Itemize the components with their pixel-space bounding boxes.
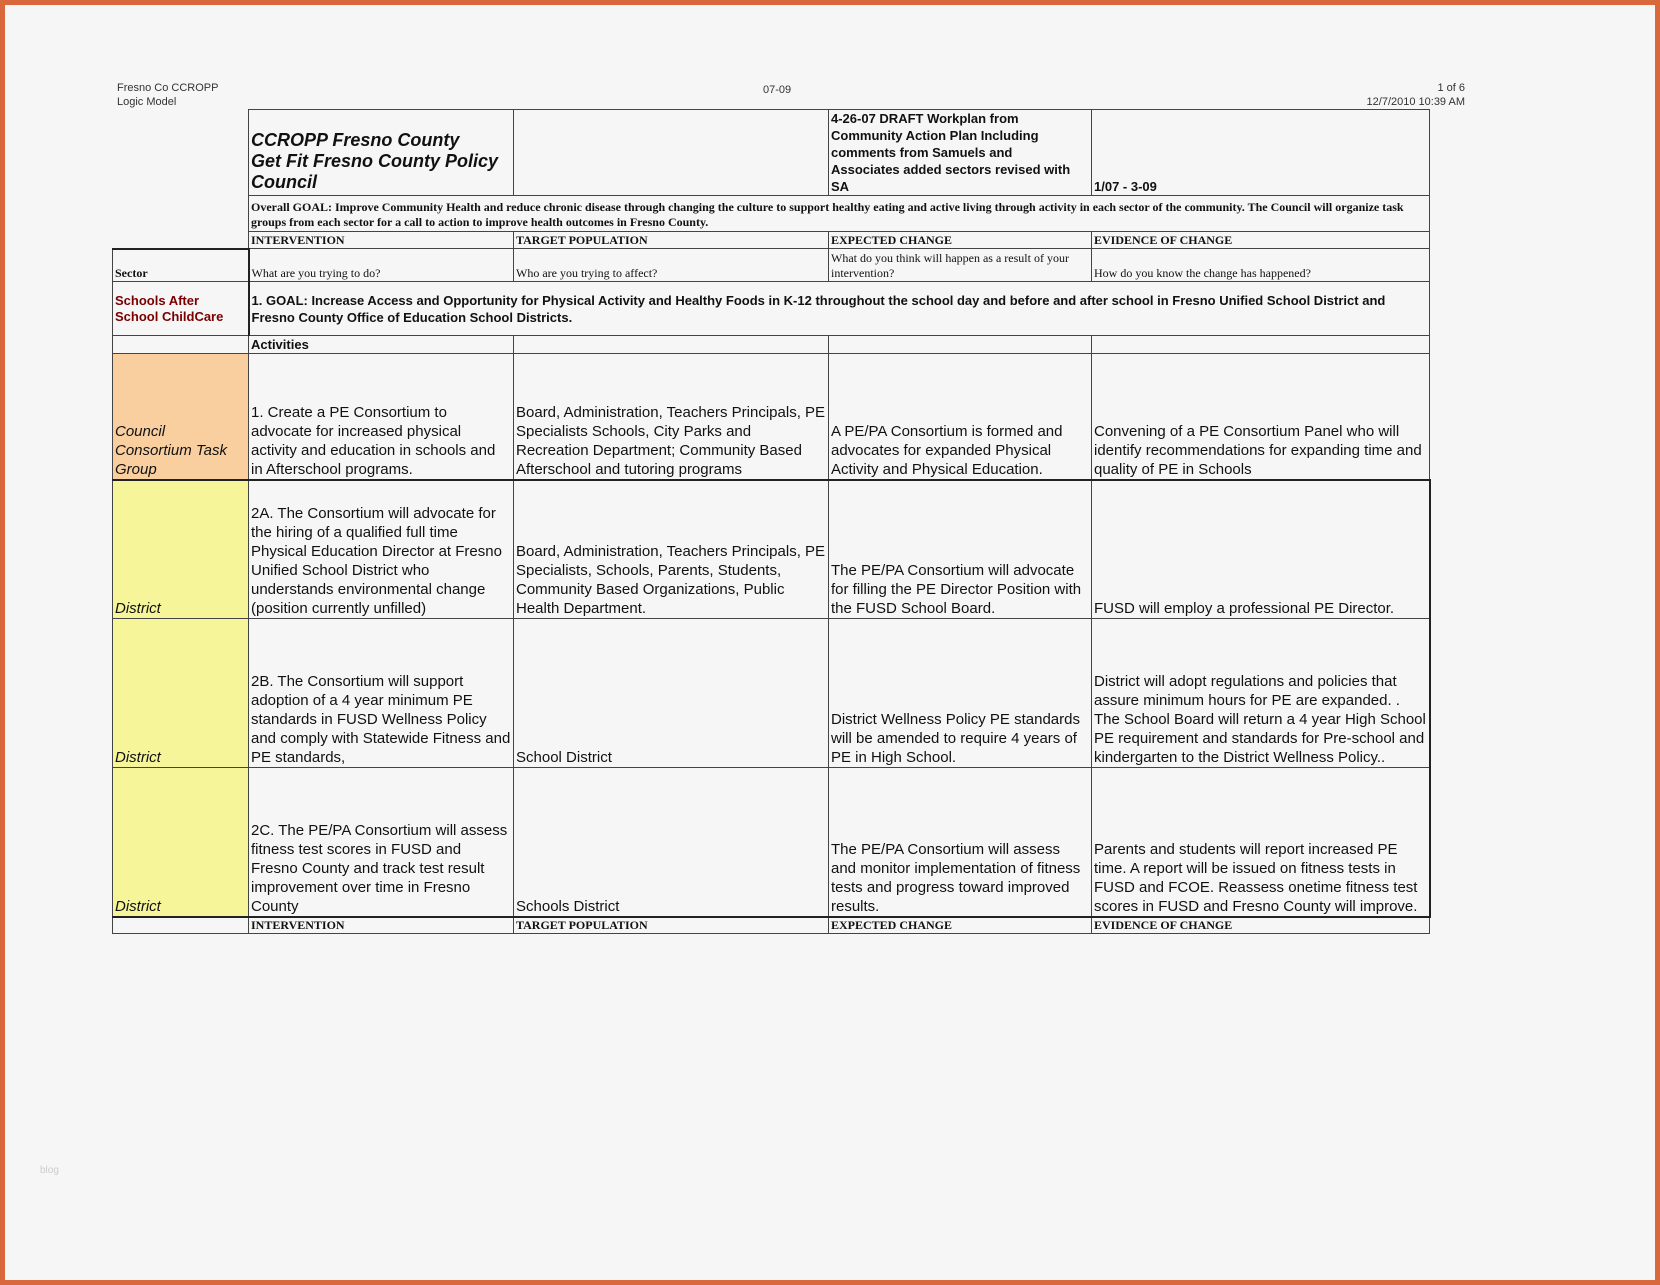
question-evidence: How do you know the change has happened? bbox=[1092, 249, 1430, 282]
title-empty-cell bbox=[514, 110, 829, 196]
header-center: 07-09 bbox=[763, 84, 792, 96]
title-row bbox=[113, 110, 1430, 196]
column-header-target: TARGET POPULATION bbox=[514, 232, 829, 249]
activity-intervention: 2B. The Consortium will support adoption of a 4 year minimum PE standards in FUSD Wellness Policy and comply with Statewide Fitness and PE standards, bbox=[249, 619, 514, 768]
activity-row bbox=[113, 768, 1430, 917]
goal-text-cell bbox=[249, 282, 1430, 336]
overall-goal-row bbox=[113, 196, 1430, 232]
activities-label: Activities bbox=[249, 336, 514, 354]
question-target: Who are you trying to affect? bbox=[514, 249, 829, 282]
activity-sector: Council Consortium Task Group bbox=[115, 422, 227, 478]
activity-sector-cell bbox=[113, 619, 249, 768]
draft-note: 4-26-07 DRAFT Workplan from Community Action Plan Including comments from Samuels and Associates added sectors revised with SA bbox=[831, 111, 1071, 194]
activity-sector-cell bbox=[113, 354, 249, 480]
activity-expected: District Wellness Policy PE standards will be amended to require 4 years of PE in High School. bbox=[829, 619, 1092, 768]
page-title: CCROPP Fresno County Get Fit Fresno County Policy Council bbox=[251, 130, 499, 192]
column-header-expected: EXPECTED CHANGE bbox=[829, 232, 1092, 249]
column-header-intervention: INTERVENTION bbox=[249, 232, 514, 249]
print-timestamp: 12/7/2010 10:39 AM bbox=[1366, 96, 1465, 108]
activity-row bbox=[113, 354, 1430, 480]
question-expected: What do you think will happen as a result of your intervention? bbox=[829, 249, 1092, 282]
activity-intervention: 2C. The PE/PA Consortium will assess fitness test scores in FUSD and Fresno County and track test result improvement over time in Fresno County bbox=[249, 768, 514, 917]
activity-intervention: 2A. The Consortium will advocate for the hiring of a qualified full time Physical Education Director at Fresno Unified School District who understands environmental change (position currently unfilled) bbox=[249, 480, 514, 619]
footer-header-evidence: EVIDENCE OF CHANGE bbox=[1092, 917, 1430, 934]
goal-row bbox=[113, 282, 1430, 336]
activity-sector-cell bbox=[113, 768, 249, 917]
question-intervention: What are you trying to do? bbox=[249, 249, 514, 282]
title-cell bbox=[249, 110, 514, 196]
watermark: blog bbox=[40, 1165, 59, 1176]
activity-sector: District bbox=[115, 749, 161, 766]
activity-target: Schools District bbox=[514, 768, 829, 917]
footer-header-intervention: INTERVENTION bbox=[249, 917, 514, 934]
activity-sector: District bbox=[115, 897, 161, 915]
question-row bbox=[113, 249, 1430, 282]
date-range: 1/07 - 3-09 bbox=[1094, 179, 1157, 194]
goal-sector-cell bbox=[113, 282, 249, 336]
activity-sector: District bbox=[115, 600, 161, 617]
activity-expected: The PE/PA Consortium will advocate for filling the PE Director Position with the FUSD School Board. bbox=[829, 480, 1092, 619]
activity-target: School District bbox=[514, 619, 829, 768]
column-header-evidence: EVIDENCE OF CHANGE bbox=[1092, 232, 1430, 249]
goal-sector: Schools After School ChildCare bbox=[115, 292, 224, 324]
overall-goal-cell bbox=[249, 196, 1430, 232]
activity-evidence: FUSD will employ a professional PE Director. bbox=[1092, 480, 1430, 619]
overall-goal: Overall GOAL: Improve Community Health and reduce chronic disease through changing the culture to support healthy eating and active living through activity in each sector of the community. The Council will organize task groups from each sector for a call to action to improve health outcomes in Fresno County. bbox=[251, 200, 1404, 229]
activity-evidence: Convening of a PE Consortium Panel who will identify recommendations for expanding time and quality of PE in Schools bbox=[1092, 354, 1430, 480]
goal-text: 1. GOAL: Increase Access and Opportunity for Physical Activity and Healthy Foods in K-12 throughout the school day and before and after school in Fresno Unified School District and Fresno County Office of Education School Districts. bbox=[251, 292, 1386, 325]
activity-row bbox=[113, 619, 1430, 768]
activity-intervention: 1. Create a PE Consortium to advocate for increased physical activity and education in schools and in Afterschool programs. bbox=[249, 354, 514, 480]
date-range-cell bbox=[1092, 110, 1430, 196]
activity-sector-cell bbox=[113, 480, 249, 619]
activity-row bbox=[113, 480, 1430, 619]
page-number: 1 of 6 bbox=[1437, 82, 1465, 94]
activity-target: Board, Administration, Teachers Principals, PE Specialists Schools, City Parks and Recreation Department; Community Based Afterschool and tutoring programs bbox=[514, 354, 829, 480]
footer-header-target: TARGET POPULATION bbox=[514, 917, 829, 934]
sector-label: Sector bbox=[113, 249, 249, 282]
activity-target: Board, Administration, Teachers Principals, PE Specialists, Schools, Parents, Students, Community Based Organizations, Public Health Department. bbox=[514, 480, 829, 619]
activity-expected: The PE/PA Consortium will assess and monitor implementation of fitness tests and progress toward improved results. bbox=[829, 768, 1092, 917]
activities-row bbox=[113, 336, 1430, 354]
footer-column-header-row bbox=[113, 917, 1430, 934]
header-org: Fresno Co CCROPP bbox=[117, 82, 219, 94]
draft-note-cell bbox=[829, 110, 1092, 196]
activity-evidence: Parents and students will report increased PE time. A report will be issued on fitness tests in FUSD and FCOE. Reassess onetime fitness test scores in FUSD and Fresno County will improve. bbox=[1092, 768, 1430, 917]
header-right bbox=[1367, 81, 1465, 109]
activity-expected: A PE/PA Consortium is formed and advocates for expanded Physical Activity and Physical Education. bbox=[829, 354, 1092, 480]
header-left bbox=[117, 81, 218, 109]
logic-model-table bbox=[112, 109, 1431, 934]
header-doc-type: Logic Model bbox=[117, 96, 177, 108]
activity-evidence: District will adopt regulations and policies that assure minimum hours for PE are expanded. . The School Board will return a 4 year High School PE requirement and standards for Pre-school and kindergarten to the District Wellness Policy.. bbox=[1092, 619, 1430, 768]
column-header-row bbox=[113, 232, 1430, 249]
footer-header-expected: EXPECTED CHANGE bbox=[829, 917, 1092, 934]
